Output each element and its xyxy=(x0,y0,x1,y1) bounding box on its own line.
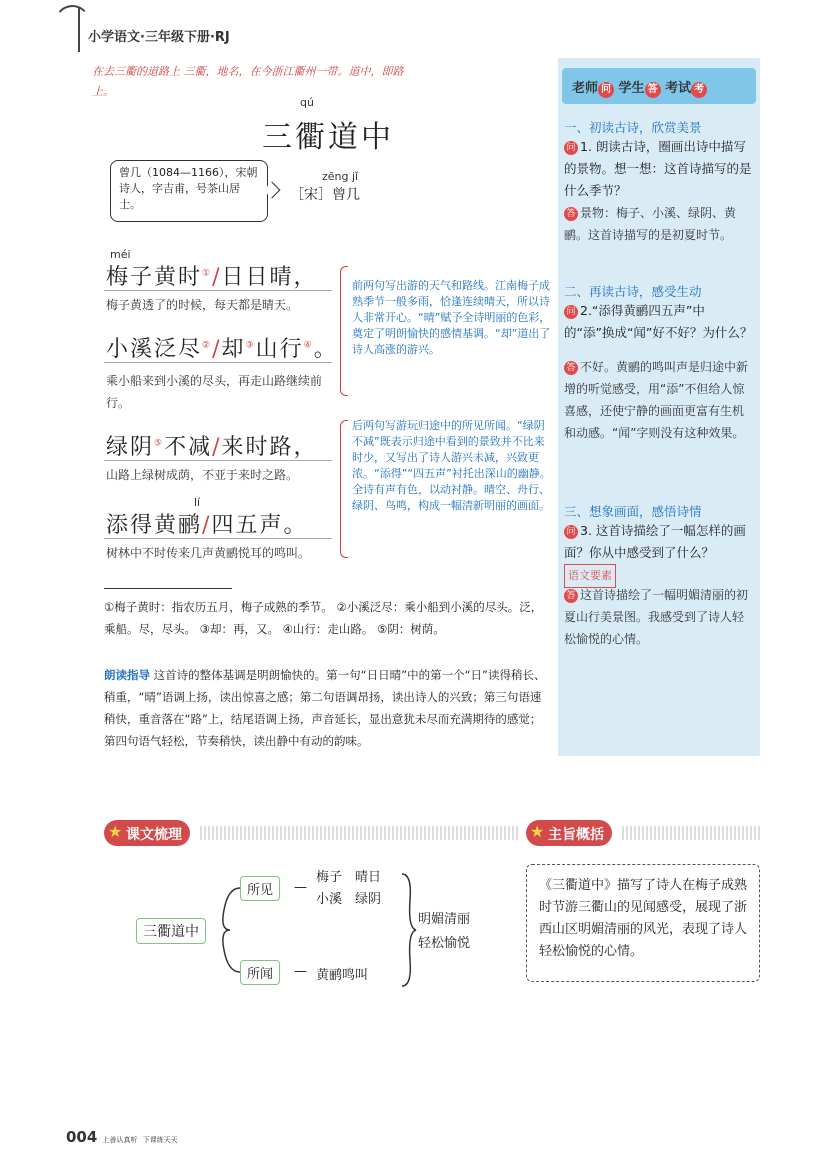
reading-guide xyxy=(104,664,546,752)
exam-icon: 考 xyxy=(691,82,707,98)
reading-guide-label: 朗读指导 xyxy=(104,668,150,682)
page-number: 004 xyxy=(66,1128,98,1146)
map-seen-items-1: 梅子 晴日 xyxy=(316,870,382,885)
footnote-mark: ⑤ xyxy=(154,438,165,449)
verse-text: 不减 xyxy=(164,435,213,460)
section-title-2: 二、再读古诗，感受生动 xyxy=(564,284,702,299)
header-divider xyxy=(78,8,80,52)
divider xyxy=(104,538,332,539)
map-seen-items-2: 小溪 绿阴 xyxy=(316,892,382,907)
theme-title: ★ 主旨概括 xyxy=(526,820,612,846)
poem-title: 三衢道中 xyxy=(262,120,394,155)
question-1: 问 1. 朗读古诗，圈画出诗中描写的景物。想一想：这首诗描写的是什么季节？ xyxy=(564,139,752,198)
question-3: 问 3. 这首诗描绘了一幅怎样的画面？你从中感受到了什么？ 语文要素 xyxy=(564,520,754,588)
title-pinyin: qú xyxy=(300,96,314,109)
verse-text: 四五声。 xyxy=(211,513,308,538)
answer-icon: 答 xyxy=(564,207,578,221)
verse-text: 梅子黄时 xyxy=(106,265,203,290)
verse-text: 小溪泛尽 xyxy=(106,337,203,362)
star-icon: ★ xyxy=(530,822,545,841)
question-icon: 问 xyxy=(564,525,578,539)
star-icon: ★ xyxy=(108,822,123,841)
analysis-note-2: 后两句写游玩归途中的所见所闻。“绿阴不减”既表示归途中看到的景致并不比来时少，又写出了诗人游兴未减，兴致更浓。“添得”“四五声”衬托出深山的幽静。全诗有声有色，以动衬静。晴空、舟行、绿阴、鸟鸣，构成一幅清新明丽的画面。 xyxy=(352,419,551,512)
map-heard-items: 黄鹂鸣叫 xyxy=(316,968,369,983)
title-stripe xyxy=(622,826,760,840)
footnote-mark: ② xyxy=(202,340,213,351)
answer-icon: 答 xyxy=(645,82,661,98)
outline-mindmap xyxy=(100,860,510,1000)
map-result-2: 轻松愉悦 xyxy=(418,936,471,951)
handwritten-annotation: 在去三衢的道路上 三衢，地名，在今浙江衢州一带。道中，即路上。 xyxy=(92,65,404,98)
verse-line-1: 梅子黄时①/日日晴， xyxy=(106,265,318,290)
answer-2: 答 不好。黄鹂的鸣叫声是归途中新增的听觉感受，用“添”不但给人惊喜感，还使宁静的画面更富有生机和动感。“闻”字则没有这种效果。 xyxy=(564,360,749,440)
note-brace xyxy=(340,266,348,396)
footnote-mark: ① xyxy=(202,268,213,279)
outline-title: ★ 课文梳理 xyxy=(104,820,190,846)
footer-line-1: 上善认真听 xyxy=(102,1136,138,1144)
skill-tag: 语文要素 xyxy=(564,564,616,588)
author-bio: 曾几（1084—1166），宋朝诗人，字吉甫，号茶山居士。 xyxy=(110,160,268,222)
footnote-mark: ③ xyxy=(245,340,256,351)
page-header: 小学语文·三年级下册·RJ xyxy=(88,30,230,45)
section-title-1: 一、初读古诗，欣赏美景 xyxy=(564,120,702,135)
divider xyxy=(104,290,332,291)
question-icon: 问 xyxy=(564,141,578,155)
answer-1: 答 景物：梅子、小溪、绿阴、黄鹂。这首诗描写的是初夏时节。 xyxy=(564,206,737,242)
map-dash: — xyxy=(294,880,307,895)
reading-guide-text: 这首诗的整体基调是明朗愉快的。第一句“日日晴”中的第一个“日”读得稍长、稍重，“晴”语调上扬，读出惊喜之感；第二句语调昂扬，读出诗人的兴致；第三句语速稍快，重音落在“路”上，结尾语调上扬，声音延长，显出意犹未尽而充满期待的感觉；第四句语气轻松，节奏稍快，读出静中有动的韵味。 xyxy=(104,668,546,748)
question-icon: 问 xyxy=(564,305,578,319)
page-footer xyxy=(66,1128,178,1146)
answer-3: 答 这首诗描绘了一幅明媚清丽的初夏山行美景图。我感受到了诗人轻松愉悦的心情。 xyxy=(564,588,749,646)
map-result-1: 明媚清丽 xyxy=(418,912,471,927)
answer-icon: 答 xyxy=(564,589,578,603)
divider xyxy=(104,362,332,363)
poem-author: ［宋］曾几 xyxy=(290,187,360,203)
answer-icon: 答 xyxy=(564,361,578,375)
verse-pinyin: lí xyxy=(194,496,201,509)
verse-text: 绿阴 xyxy=(106,435,155,460)
verse-line-2: 小溪泛尽②/却③山行④。 xyxy=(106,337,338,362)
section-title-3: 三、想象画面，感悟诗情 xyxy=(564,504,702,519)
theme-summary: 《三衢道中》描写了诗人在梅子成熟时节游三衢山的见闻感受，展现了浙西山区明媚清丽的风光，表现了诗人轻松愉悦的心情。 xyxy=(526,864,760,982)
verse-translation: 树林中不时传来几声黄鹂悦耳的鸣叫。 xyxy=(106,546,311,560)
header-decoration xyxy=(59,0,86,24)
sidebar-header: 老师 问 学生 答 考试 考 xyxy=(562,68,756,104)
footnotes: ①梅子黄时：指农历五月，梅子成熟的季节。 ②小溪泛尽：乘小船到小溪的尽头。泛，乘船。尽，尽头。 ③却：再，又。 ④山行：走山路。 ⑤阴：树荫。 xyxy=(104,600,543,636)
verse-pinyin: méi xyxy=(110,248,131,261)
note-brace xyxy=(340,420,348,558)
verse-text: 添得黄鹂 xyxy=(106,513,203,538)
ask-icon: 问 xyxy=(598,82,614,98)
map-node-heard: 所闻 xyxy=(240,960,280,985)
author-pinyin: zēng jǐ xyxy=(322,170,359,183)
verse-text: 日日晴， xyxy=(221,265,318,290)
divider xyxy=(104,460,332,461)
title-stripe xyxy=(200,826,518,840)
footnote-rule xyxy=(104,588,232,589)
footer-line-2: 下课练天天 xyxy=(142,1136,178,1144)
verse-line-3: 绿阴⑤不减/来时路， xyxy=(106,435,318,460)
footnote-mark: ④ xyxy=(303,340,314,351)
verse-translation: 乘小船来到小溪的尽头，再走山路继续前行。 xyxy=(106,374,323,410)
verse-translation: 山路上绿树成荫，不亚于来时之路。 xyxy=(106,468,299,482)
map-root: 三衢道中 xyxy=(136,918,206,944)
map-node-seen: 所见 xyxy=(240,876,280,901)
verse-translation: 梅子黄透了的时候，每天都是晴天。 xyxy=(106,298,299,312)
map-dash: — xyxy=(294,964,307,979)
analysis-note-1: 前两句写出游的天气和路线。江南梅子成熟季节一般多雨，恰逢连续晴天，所以诗人非常开心。“晴”赋予全诗明丽的色彩，奠定了明朗愉快的感情基调。“却”道出了诗人高涨的游兴。 xyxy=(352,279,551,356)
verse-text: 却 xyxy=(221,337,246,362)
question-2: 问 2.“添得黄鹂四五声”中的“添”换成“闻”好不好？为什么？ xyxy=(564,303,753,340)
verse-text: 来时路， xyxy=(221,435,318,460)
verse-text: 山行 xyxy=(255,337,304,362)
verse-text: 。 xyxy=(313,337,338,362)
verse-line-4: 添得黄鹂/四五声。 xyxy=(106,513,308,538)
